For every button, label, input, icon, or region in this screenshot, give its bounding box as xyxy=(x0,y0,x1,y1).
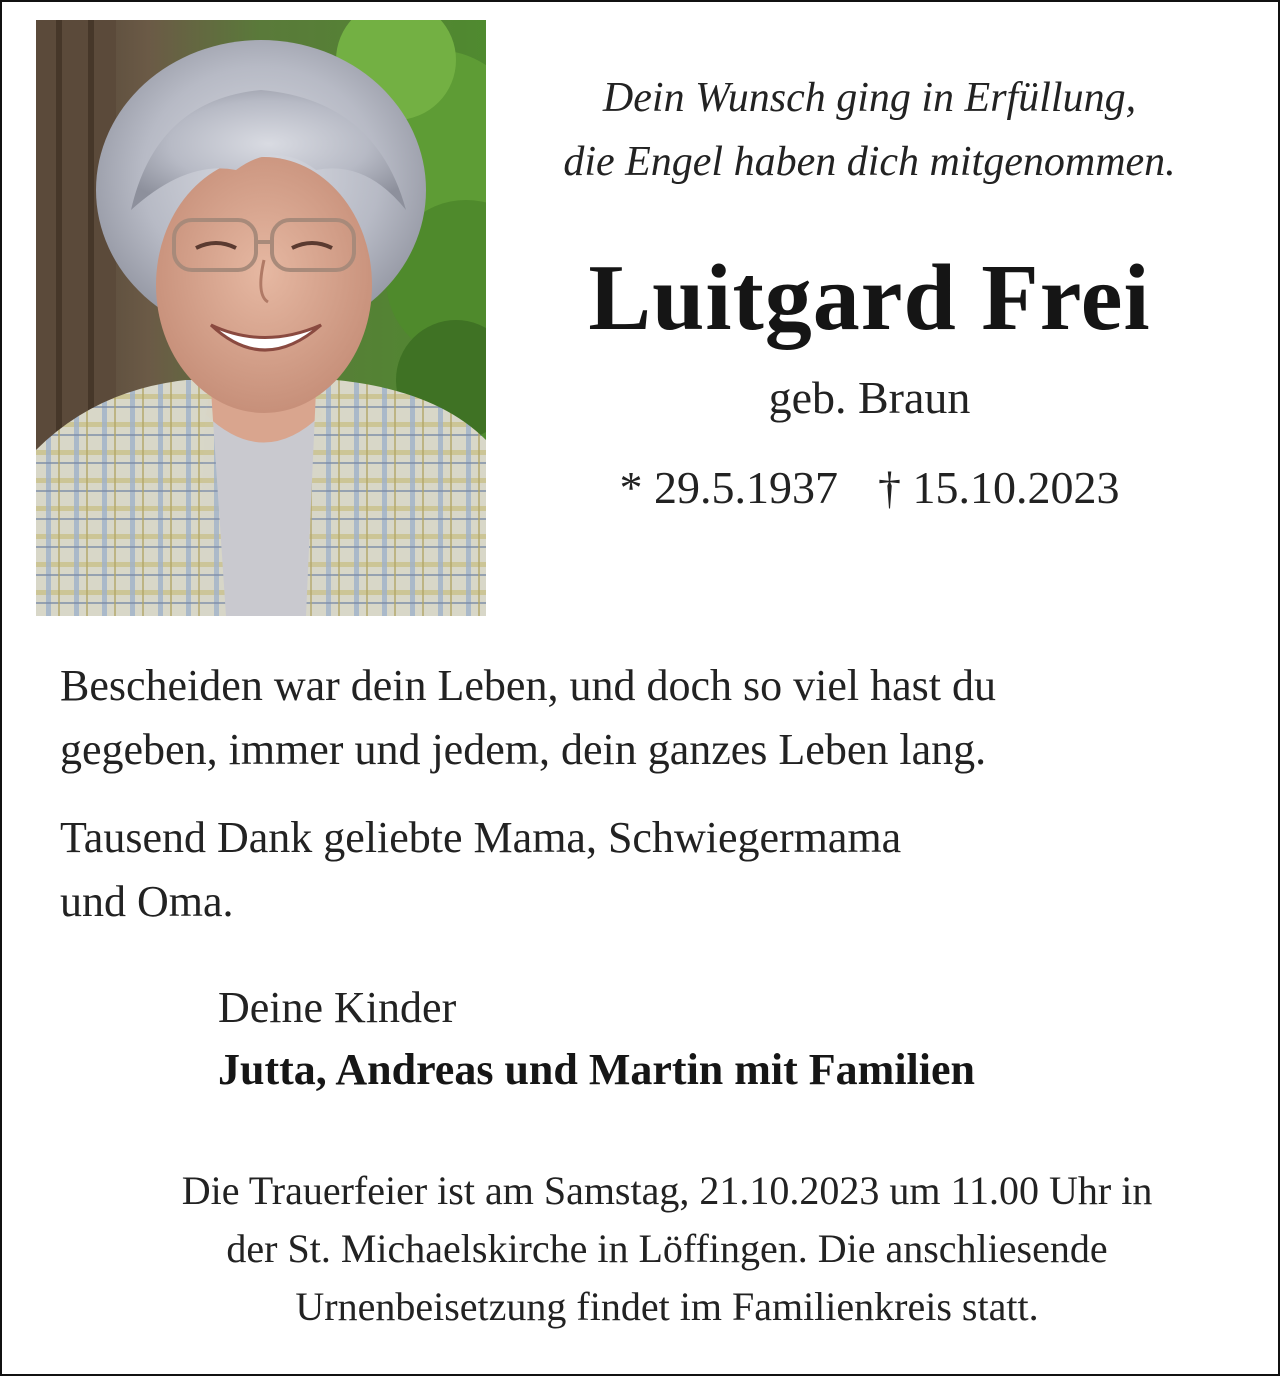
death-date: † 15.10.2023 xyxy=(878,462,1120,513)
birth-date: * 29.5.1937 xyxy=(619,462,838,513)
motto-line-2: die Engel haben dich mitgenommen. xyxy=(563,139,1176,185)
service-line-1: Die Trauerfeier ist am Samstag, 21.10.2023 um 11.00 Uhr in xyxy=(181,1168,1153,1213)
motto xyxy=(502,66,1237,194)
tribute-line-2: gegeben, immer und jedem, dein ganzes Leben lang. xyxy=(60,725,987,774)
funeral-service-info xyxy=(42,1162,1280,1336)
portrait-illustration xyxy=(36,20,486,616)
service-line-3: Urnenbeisetzung findet im Familienkreis statt. xyxy=(295,1284,1039,1329)
deceased-name: Luitgard Frei xyxy=(588,246,1151,350)
motto-line-1: Dein Wunsch ging in Erfüllung, xyxy=(602,75,1137,121)
thanks-paragraph xyxy=(60,806,1240,934)
maiden-name: geb. Braun xyxy=(768,372,971,423)
signature-intro: Deine Kinder xyxy=(218,983,457,1032)
header-block xyxy=(502,66,1237,518)
thanks-line-1: Tausend Dank geliebte Mama, Schwiegermama xyxy=(60,813,902,862)
tribute-line-1: Bescheiden war dein Leben, und doch so viel hast du xyxy=(60,661,996,710)
tribute-paragraph xyxy=(60,654,1240,782)
signature-names: Jutta, Andreas und Martin mit Familien xyxy=(218,1045,976,1094)
life-dates xyxy=(502,458,1237,518)
portrait-photo xyxy=(36,20,486,616)
thanks-line-2: und Oma. xyxy=(60,877,234,926)
service-line-2: der St. Michaelskirche in Löffingen. Die anschliesende xyxy=(226,1226,1108,1271)
